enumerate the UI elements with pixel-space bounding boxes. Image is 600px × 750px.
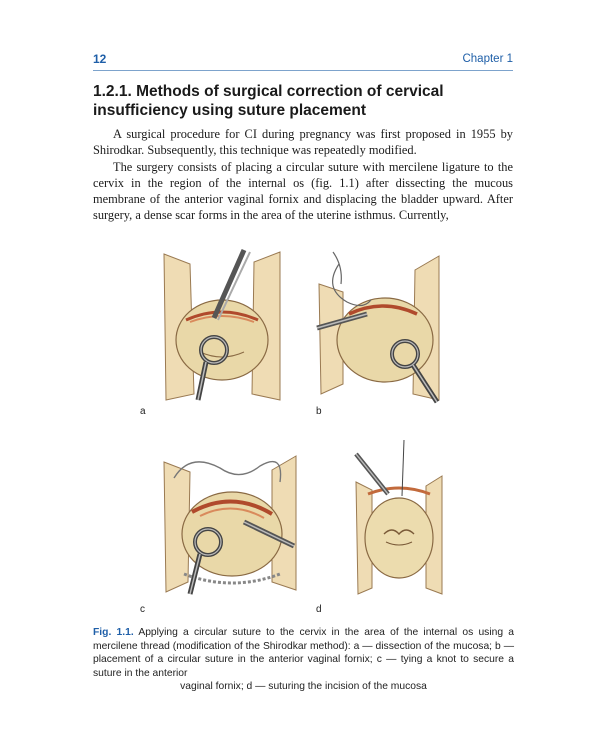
figure-caption <box>93 626 514 694</box>
body-text <box>93 126 513 224</box>
chapter-label: Chapter 1 <box>462 53 513 65</box>
caption-text-last-line: vaginal fornix; d — suturing the incision of the mucosa <box>180 681 427 693</box>
panel-label-a: a <box>140 406 146 417</box>
section-heading: 1.2.1. Methods of surgical correction of cervical insufficiency using suture placement <box>93 83 444 119</box>
figure-panel-a <box>160 244 284 404</box>
page-number: 12 <box>93 52 107 66</box>
caption-text: Applying a circular suture to the cervix in the area of the internal os using a mercilene thread (modification of the Shirodkar method): a — dissection of the mucosa; b — placement of a circular suture in the anterior vaginal fornix; c — tying a knot to secure a suture in the anterior <box>93 627 514 679</box>
caption-label: Fig. 1.1. <box>93 627 134 638</box>
paragraph-2: The surgery consists of placing a circular suture with mercilene ligature to the cervix in the region of the internal os (fig. 1.1) after dissecting the mucous membrane of the anterior vaginal fornix and displacing the bladder upward. After surgery, a dense scar forms in the area of the uterine isthmus. Currently, <box>93 159 513 223</box>
panel-label-b: b <box>316 406 322 417</box>
header-rule <box>93 70 513 71</box>
panel-label-c: c <box>140 604 145 615</box>
illustration-c <box>160 442 300 600</box>
illustration-b <box>313 244 445 406</box>
paragraph-1: A surgical procedure for CI during pregnancy was first proposed in 1955 by Shirodkar. Subsequently, this technique was repeatedly modified. <box>93 127 513 158</box>
figure-panel-b <box>313 244 445 406</box>
figure-panel-d <box>352 438 446 600</box>
illustration-d <box>352 438 446 600</box>
illustration-a <box>160 244 284 404</box>
figure-panel-c <box>160 442 300 600</box>
panel-label-d: d <box>316 604 322 615</box>
